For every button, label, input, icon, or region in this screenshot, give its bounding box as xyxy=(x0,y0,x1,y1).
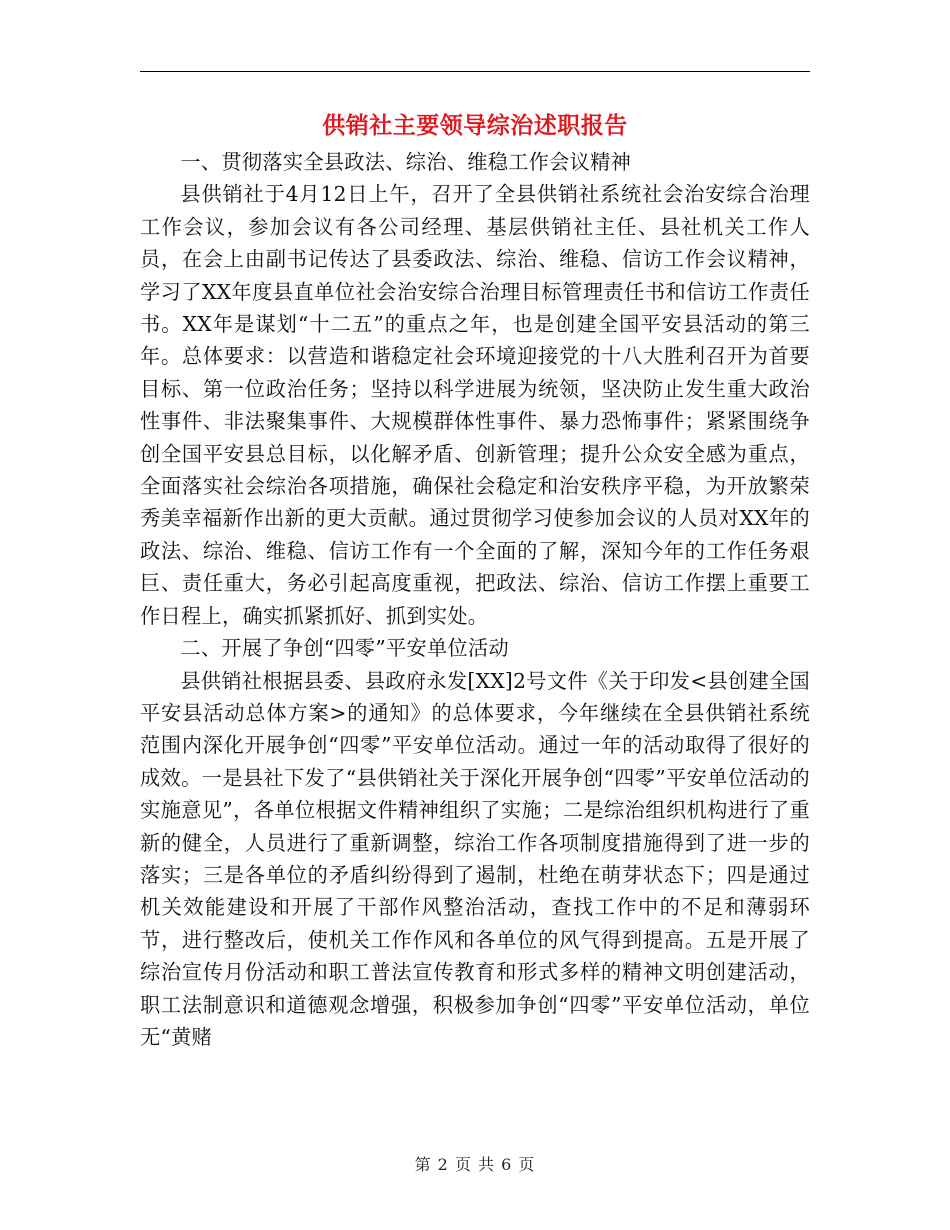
section-heading-2: 二、开展了争创“四零”平安单位活动 xyxy=(180,636,509,661)
page-footer xyxy=(0,1153,950,1177)
footer-total-pages: 6 xyxy=(501,1155,513,1174)
footer-current-page: 2 xyxy=(437,1155,449,1174)
header-rule xyxy=(140,71,810,72)
body-paragraph-1: 县供销社于4月12日上午，召开了全县供销社系统社会治安综合治理工作会议，参加会议有各公司经理、基层供销社主任、县社机关工作人员，在会上由副书记传达了县委政法、综治、维稳、信访工作会议精神，学习了XX年度县直单位社会治安综合治理目标管理责任书和信访工作责任书。XX年是谋划“十二五”的重点之年，也是创建全国平安县活动的第三年。总体要求：以营造和谐稳定社会环境迎接党的十八大胜利召开为首要目标、第一位政治任务；坚持以科学进展为统领，坚决防止发生重大政治性事件、非法聚集事件、大规模群体性事件、暴力恐怖事件；紧紧围绕争创全国平安县总目标，以化解矛盾、创新管理；提升公众安全感为重点，全面落实社会综治各项措施，确保社会稳定和治安秩序平稳，为开放繁荣秀美幸福新作出新的更大贡献。通过贯彻学习使参加会议的人员对XX年的政法、综治、维稳、信访工作有一个全面的了解，深知今年的工作任务艰巨、责任重大，务必引起高度重视，把政法、综治、信访工作摆上重要工作日程上，确实抓紧抓好、抓到实处。 xyxy=(140,182,810,628)
footer-label-end: 页 xyxy=(518,1155,536,1174)
document-title: 供销社主要领导综治述职报告 xyxy=(322,112,628,139)
footer-label-of: 页 共 xyxy=(454,1155,496,1174)
document-body xyxy=(140,146,810,1053)
body-paragraph-2: 县供销社根据县委、县政府永发[XX]2号文件《关于印发<县创建全国平安县活动总体方案>的通知》的总体要求，今年继续在全县供销社系统范围内深化开展争创“四零”平安单位活动。通过一年的活动取得了很好的成效。一是县社下发了“县供销社关于深化开展争创“四零”平安单位活动的实施意见”，各单位根据文件精神组织了实施；二是综治组织机构进行了重新的健全，人员进行了重新调整，综治工作各项制度措施得到了进一步的落实；三是各单位的矛盾纠纷得到了遏制，杜绝在萌芽状态下；四是通过机关效能建设和开展了干部作风整治活动，查找工作中的不足和薄弱环节，进行整改后，使机关工作作风和各单位的风气得到提高。五是开展了综治宣传月份活动和职工普法宣传教育和形式多样的精神文明创建活动，职工法制意识和道德观念增强，积极参加争创“四零”平安单位活动，单位无“黄赌 xyxy=(140,668,810,1049)
footer-label-page: 第 xyxy=(414,1155,432,1174)
section-heading-1: 一、贯彻落实全县政法、综治、维稳工作会议精神 xyxy=(180,150,632,174)
